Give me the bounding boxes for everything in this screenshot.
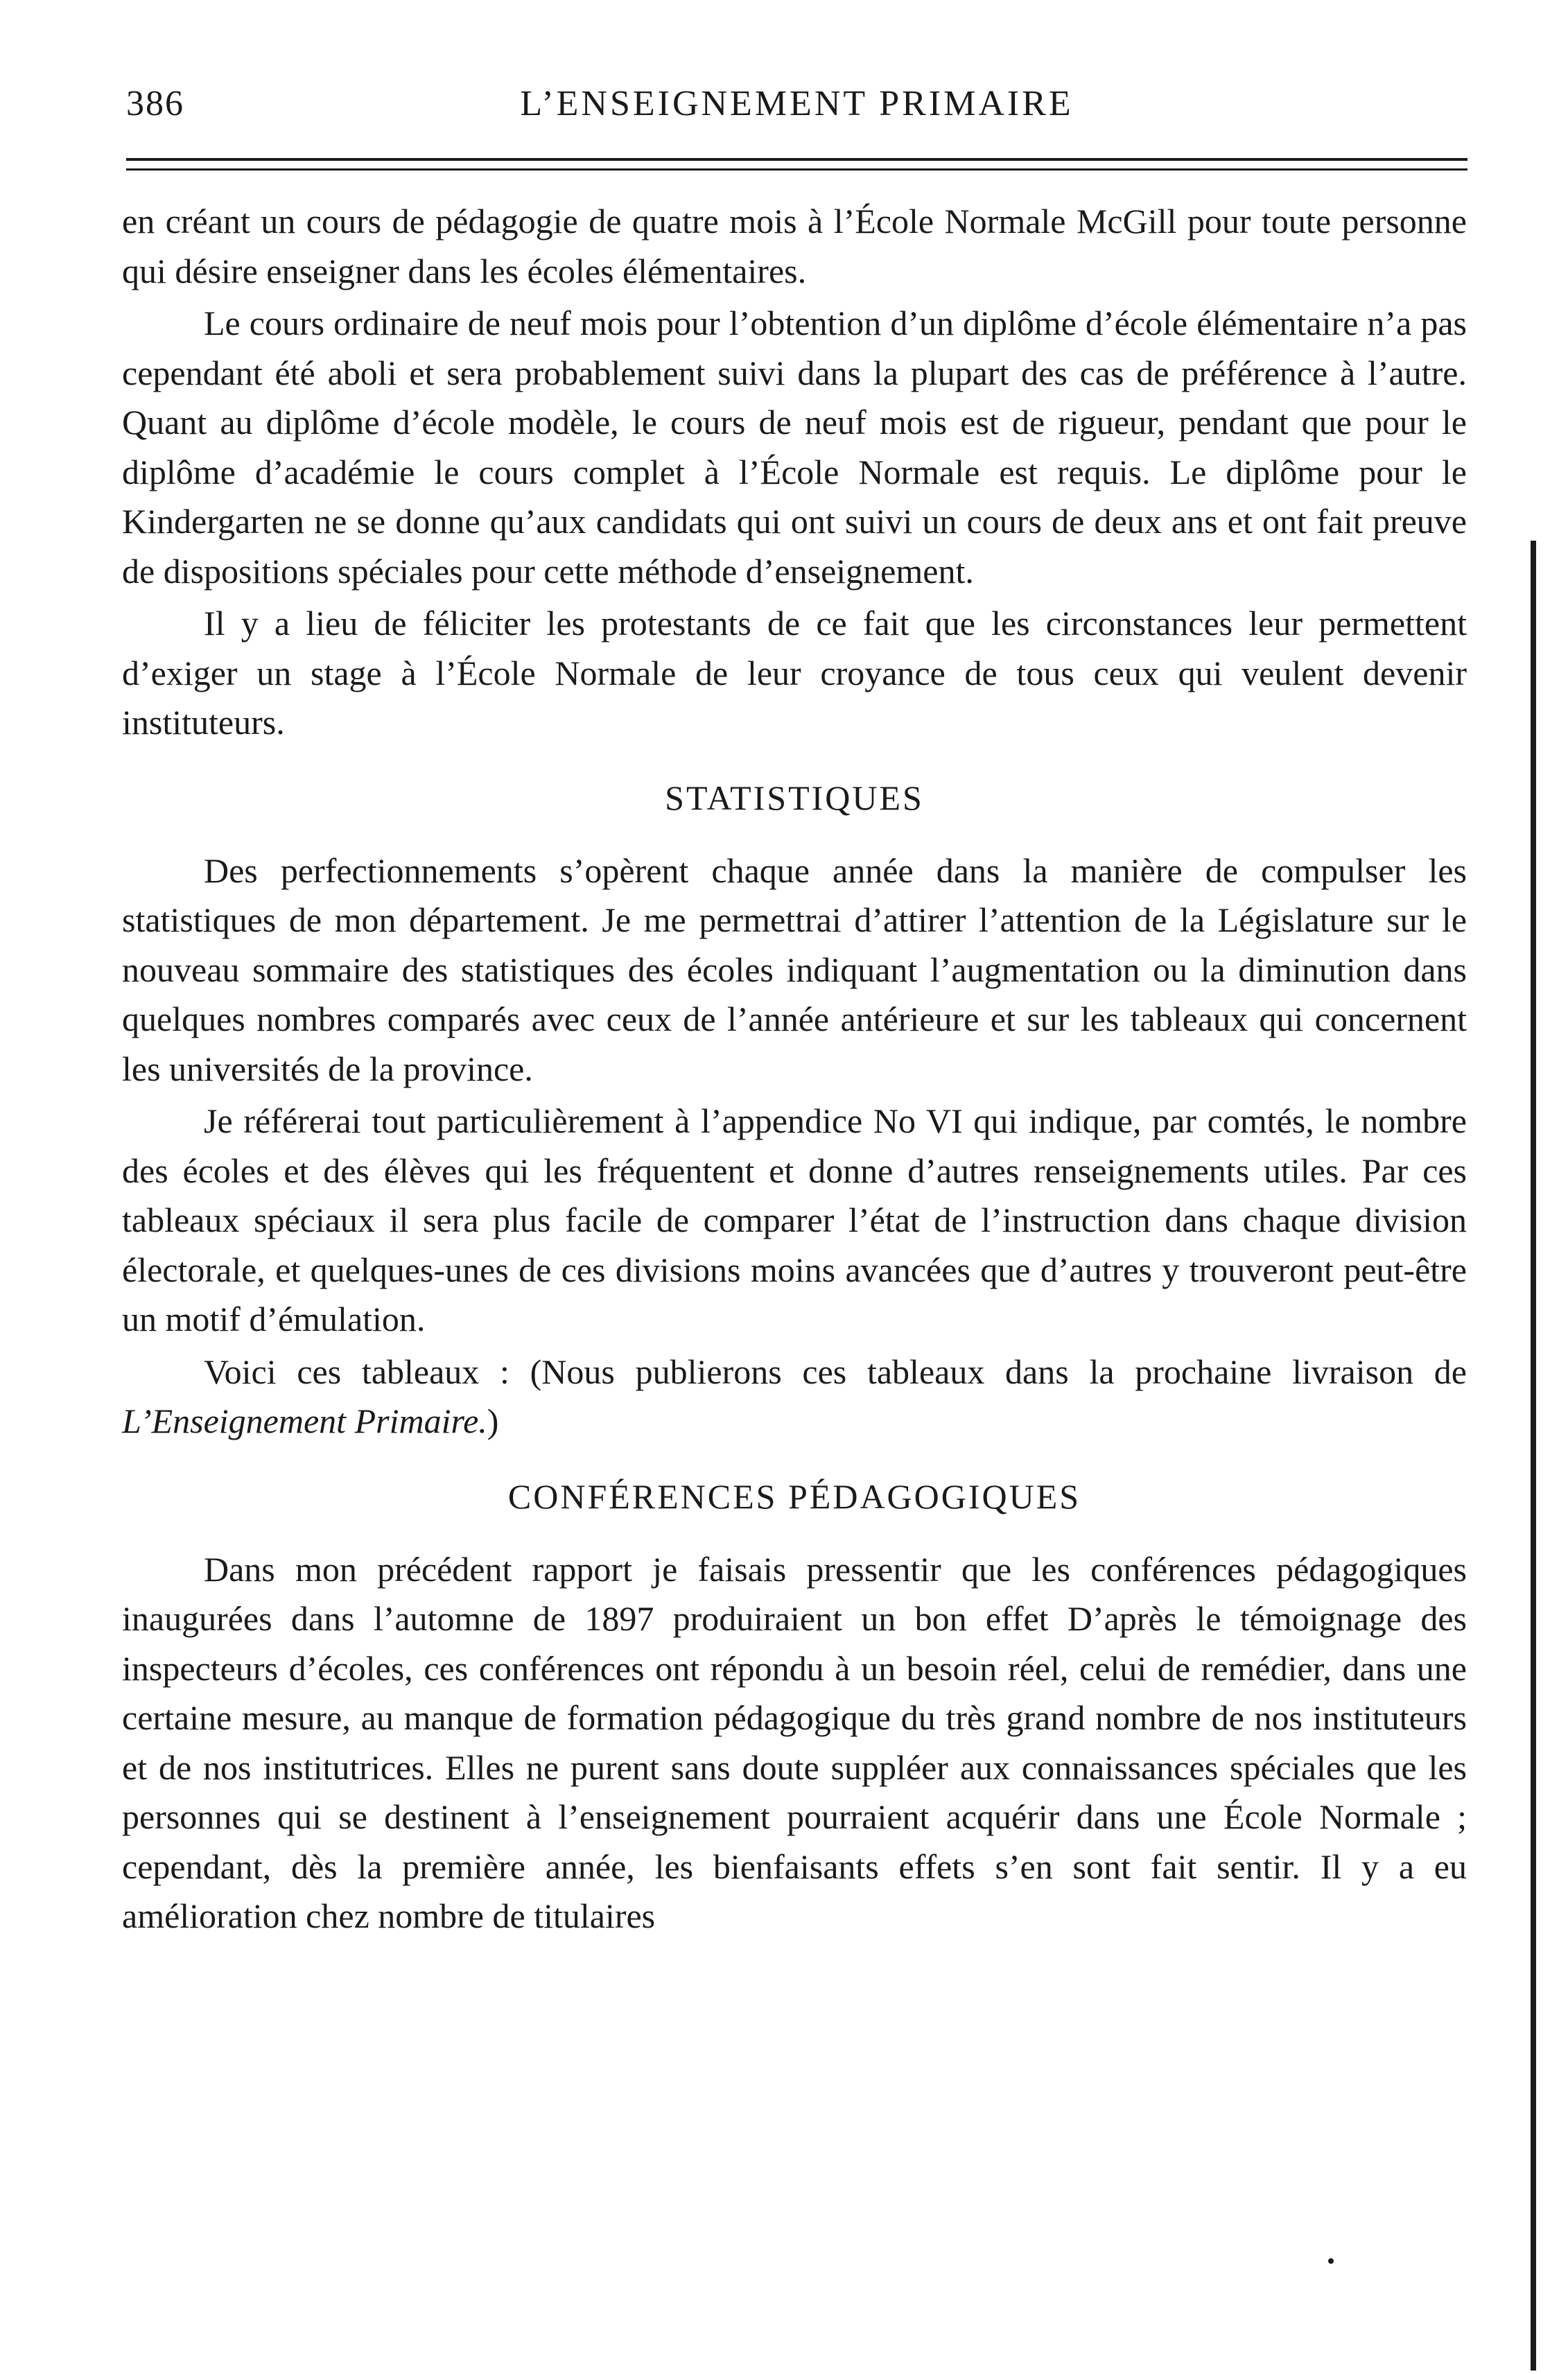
paragraph-1: en créant un cours de pédagogie de quatre mois à l’École Normale McGill pour toute personne qui désire enseigner dans les écoles élémentaires. [122, 202, 1467, 290]
paragraph-5: Je référerai tout particulièrement à l’appendice No VI qui indique, par comtés, le nombre des écoles et des élèves qui les fréquentent et donne d’autres renseignements utiles. Par ces tableaux spéciaux il sera plus facile de comparer l’état de l’instruction dans chaque division électorale, et quelques-unes de ces divisions moins avancées que d’autres y trouveront peut-être un motif d’émulation. [122, 1101, 1467, 1338]
paragraph-6 [122, 1347, 1467, 1447]
paragraph-2: Le cours ordinaire de neuf mois pour l’obtention d’un diplôme d’école élémentaire n’a pas cependant été aboli et sera probablement suivi dans la plupart des cas de préférence à l’autre. Quant au diplôme d’école modèle, le cours de neuf mois est de rigueur, pendant que pour le diplôme d’académie le cours complet à l’École Normale est requis. Le diplôme pour le Kindergarten ne se donne qu’aux candidats qui ont suivi un cours de deux ans et ont fait preuve de dispositions spéciales pour cette méthode d’enseignement. [122, 304, 1467, 591]
section-heading-statistiques: STATISTIQUES [665, 778, 924, 817]
paragraph-6-text: Voici ces tableaux : (Nous publierons ces tableaux dans la prochaine livraison de [204, 1352, 1467, 1391]
journal-title-italic: L’Enseignement Primaire. [122, 1402, 487, 1440]
page-header [126, 78, 1467, 133]
scan-edge-bar [1531, 541, 1536, 2371]
paragraph-3: Il y a lieu de féliciter les protestants de ce fait que les circonstances leur permettent d’exiger un stage à l’École Normale de leur croyance de tous ceux qui veulent devenir instituteurs. [122, 604, 1467, 742]
paragraph-4: Des perfectionnements s’opèrent chaque année dans la manière de compulser les statistiques de mon département. Je me permettrai d’attirer l’attention de la Législature sur le nouveau sommaire des statistiques des écoles indiquant l’augmentation ou la diminution dans quelques nombres comparés avec ceux de l’année antérieure et sur les tableaux qui concernent les universités de la province. [122, 850, 1467, 1088]
body-text [122, 197, 1467, 1941]
header-double-rule [126, 158, 1467, 171]
running-title: L’ENSEIGNEMENT PRIMAIRE [520, 84, 1074, 123]
section-heading-conferences: CONFÉRENCES PÉDAGOGIQUES [507, 1476, 1081, 1516]
scan-speck [1328, 2258, 1334, 2264]
page-number: 386 [126, 84, 184, 123]
paragraph-7: Dans mon précédent rapport je faisais pressentir que les conférences pédagogiques inaugurées dans l’automne de 1897 produiraient un bon effet D’après le témoignage des inspecteurs d’écoles, ces conférences ont répondu à un besoin réel, celui de remédier, dans une certaine mesure, au manque de formation pédagogique du très grand nombre de nos instituteurs et de nos institutrices. Elles ne purent sans doute suppléer aux connaissances spéciales que les personnes qui se destinent à l’enseignement pourraient acquérir dans une École Normale ; cependant, dès la première année, les bienfaisants effets s’en sont fait sentir. Il y a eu amélioration chez nombre de titulaires [122, 1549, 1467, 1935]
paragraph-6-closing: ) [487, 1402, 499, 1440]
